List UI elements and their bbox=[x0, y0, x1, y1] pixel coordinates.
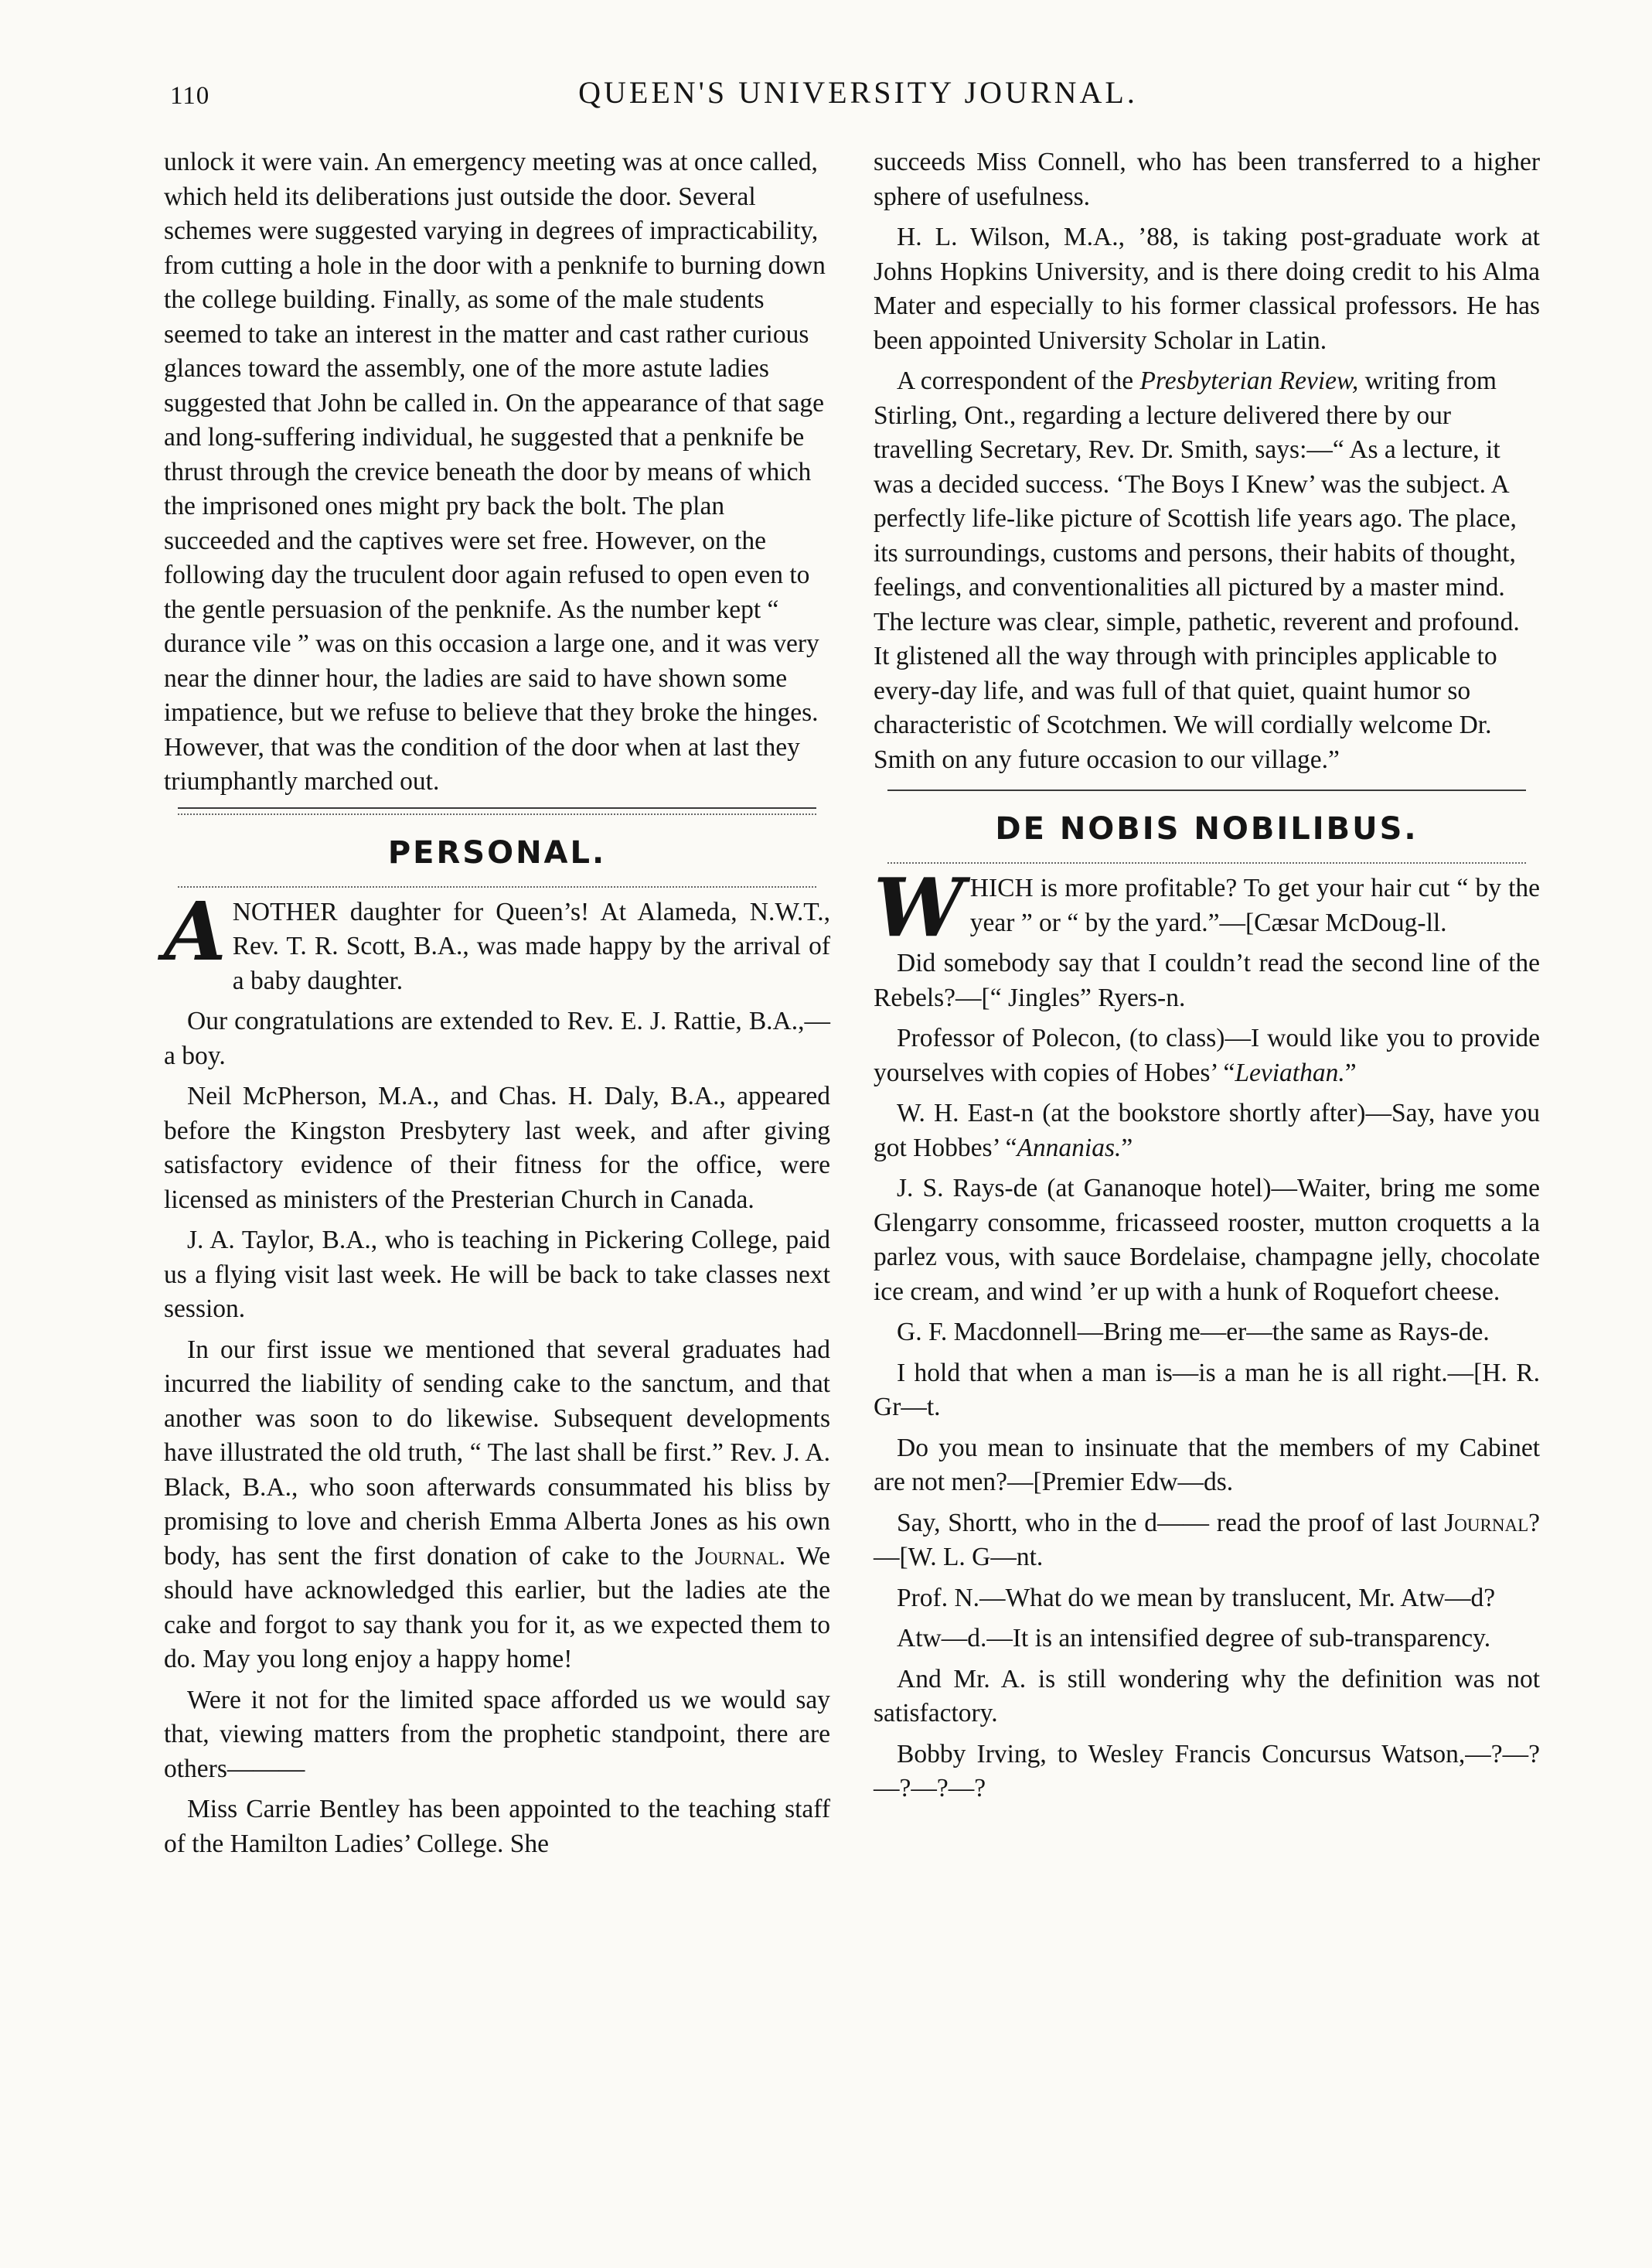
de-nobis-item bbox=[874, 1021, 1540, 1090]
cake-text-a: In our first issue we mentioned that several graduates had incurred the liability of sending cake to the sanctum, and that another was soon to do likewise. Subsequent developments have illustrated the old truth, “ The last shall be first.” Rev. J. A. Black, B.A., who soon afterwards consummated his bliss by promising to love and cherish Emma Alberta Jones as his own body, has sent the first donation of cake to the bbox=[164, 1335, 830, 1571]
eastn-text: W. H. East-n (at the bookstore shortly after)—Say, have you got Hobbes’ “ bbox=[874, 1099, 1540, 1162]
shortt-text-b: ?—[W. L. G—nt. bbox=[874, 1508, 1540, 1571]
personal-cake-paragraph bbox=[164, 1333, 830, 1677]
cake-text-b: . We should have acknowledged this earlier, but the ladies ate the cake and forgot to say thank you for it, as we expected them to do. May you long enjoy a happy home! bbox=[164, 1541, 831, 1673]
de-nobis-heading: DE NOBIS NOBILIBUS. bbox=[995, 811, 1419, 847]
drop-cap-letter: A bbox=[164, 883, 227, 979]
right-column bbox=[874, 145, 1540, 1806]
de-nobis-item: Bobby Irving, to Wesley Francis Concursus Watson,—?—?—?—?—? bbox=[874, 1739, 1540, 1802]
personal-paragraph: Were it not for the limited space afforded us we would say that, viewing matters from the prophetic standpoint, there are others——— bbox=[164, 1685, 830, 1783]
review-name: Presbyterian Review, bbox=[1139, 367, 1359, 395]
review-text-b: writing from Stirling, Ont., regarding a lecture delivered there by our travelling Secretary, Rev. Dr. Smith, says:—“ As a lecture, it was a decided success. ‘The Boys I Knew’ was the subject. A perfectly life-like picture of Scottish life years ago. The place, its surroundings, customs and persons, their habits of thought, feelings, and conventionalities all pictured by a master mind. The lecture was clear, simple, pathetic, reverent and profound. It glistened all the way through with principles applicable to every-day life, and was full of that quiet, quaint humor so characteristic of Scotchmen. We will cordially welcome Dr. Smith on any future occasion to our village.” bbox=[874, 367, 1520, 774]
personal-first-text: NOTHER daughter for Queen’s! At Alameda, N.W.T., Rev. T. R. Scott, B.A., was made happy by the arrival of a baby daughter. bbox=[232, 897, 830, 995]
de-nobis-item bbox=[874, 1506, 1540, 1575]
de-nobis-item: I hold that when a man is—is a man he is all right.—[H. R. Gr—t. bbox=[874, 1358, 1540, 1421]
personal-paragraph: Neil McPherson, M.A., and Chas. H. Daly, B.A., appeared before the Kingston Presbytery last week, and after giving satisfactory evidence of their fitness for the office, were licensed as ministers of the Presterian Church in Canada. bbox=[164, 1082, 830, 1214]
shortt-text-a: Say, Shortt, who in the d—— read the proof of last bbox=[897, 1508, 1437, 1537]
review-text-a: A correspondent of the bbox=[897, 367, 1134, 395]
section-rule bbox=[178, 807, 816, 809]
de-nobis-item: Do you mean to insinuate that the members of my Cabinet are not men?—[Premier Edw—ds. bbox=[874, 1433, 1540, 1496]
personal-paragraph: Miss Carrie Bentley has been appointed to the teaching staff of the Hamilton Ladies’ College. She bbox=[164, 1795, 830, 1858]
personal-paragraph: J. A. Taylor, B.A., who is teaching in Pickering College, paid us a flying visit last week. He will be back to take classes next session. bbox=[164, 1226, 830, 1323]
eastn-title: Annanias. bbox=[1017, 1133, 1122, 1162]
polecon-text: Professor of Polecon, (to class)—I would like you to provide yourselves with copies of Hobes’ “ bbox=[874, 1024, 1540, 1087]
heading-rule bbox=[887, 862, 1526, 864]
heading-rule bbox=[178, 886, 816, 888]
de-nobis-item bbox=[874, 1096, 1540, 1165]
de-nobis-item: Atw—d.—It is an intensified degree of sub-transparency. bbox=[897, 1624, 1491, 1652]
running-head bbox=[162, 74, 1554, 121]
section-rule bbox=[887, 790, 1526, 791]
de-nobis-item: J. S. Rays-de (at Gananoque hotel)—Waiter, bring me some Glengarry consomme, fricasseed rooster, mutton croquetts a la parlez vous, with sauce Bordelaise, champagne jelly, chocolate ice cream, and wind ’er up with a hunk of Roquefort cheese. bbox=[874, 1174, 1540, 1306]
polecon-title: Leviathan. bbox=[1235, 1058, 1345, 1087]
page-number: 110 bbox=[170, 82, 210, 110]
de-nobis-item: G. F. Macdonnell—Bring me—er—the same as Rays-de. bbox=[897, 1318, 1490, 1346]
de-nobis-first-paragraph bbox=[874, 860, 1540, 955]
drop-cap-letter: W bbox=[874, 860, 964, 955]
personal-heading: PERSONAL. bbox=[387, 834, 607, 871]
polecon-close: ” bbox=[1344, 1058, 1357, 1087]
de-nobis-item: Prof. N.—What do we mean by translucent, Mr. Atw—d? bbox=[897, 1583, 1496, 1612]
journal-name: Journal bbox=[1444, 1508, 1529, 1537]
personal-paragraph: H. L. Wilson, M.A., ’88, is taking post-graduate work at Johns Hopkins University, and is there doing credit to his Alma Mater and especially to his former classical professors. He has been appointed University Scholar in Latin. bbox=[874, 223, 1540, 355]
de-nobis-first-text: HICH is more profitable? To get your hair cut “ by the year ” or “ by the yard.”—[Cæsar McDoug-ll. bbox=[969, 874, 1540, 937]
journal-name: Journal bbox=[694, 1541, 779, 1571]
eastn-close: ” bbox=[1121, 1133, 1133, 1162]
continued-paragraph: succeeds Miss Connell, who has been transferred to a higher sphere of usefulness. bbox=[874, 148, 1540, 211]
personal-paragraph: Our congratulations are extended to Rev. E. J. Rattie, B.A.,—a boy. bbox=[164, 1007, 830, 1070]
left-column bbox=[164, 145, 830, 1861]
de-nobis-item: And Mr. A. is still wondering why the definition was not satisfactory. bbox=[874, 1664, 1540, 1727]
personal-first-paragraph bbox=[164, 883, 830, 999]
section-rule-dotted bbox=[178, 813, 816, 815]
journal-title: QUEEN'S UNIVERSITY JOURNAL. bbox=[578, 75, 1138, 110]
de-nobis-item: Did somebody say that I couldn’t read the second line of the Rebels?—[“ Jingles” Ryers-n. bbox=[874, 949, 1540, 1012]
review-paragraph bbox=[874, 364, 1540, 777]
continued-paragraph: unlock it were vain. An emergency meeting was at once called, which held its deliberations just outside the door. Several schemes were suggested varying in degrees of impracticability, from cutting a hole in the door with a penknife to burning down the college building. Finally, as some of the male students seemed to take an interest in the matter and cast rather curious glances toward the assembly, one of the more astute ladies suggested that John be called in. On the appearance of that sage and long-suffering individual, he suggested that a penknife be thrust through the crevice beneath the door by means of which the imprisoned ones might pry back the bolt. The plan succeeded and the captives were set free. However, on the following day the truculent door again refused to open even to the gentle persuasion of the penknife. As the number kept “ durance vile ” was on this occasion a large one, and it was very near the dinner hour, the ladies are said to have shown some impatience, but we refuse to believe that they broke the hinges. However, that was the condition of the door when at last they triumphantly marched out. bbox=[164, 148, 826, 796]
